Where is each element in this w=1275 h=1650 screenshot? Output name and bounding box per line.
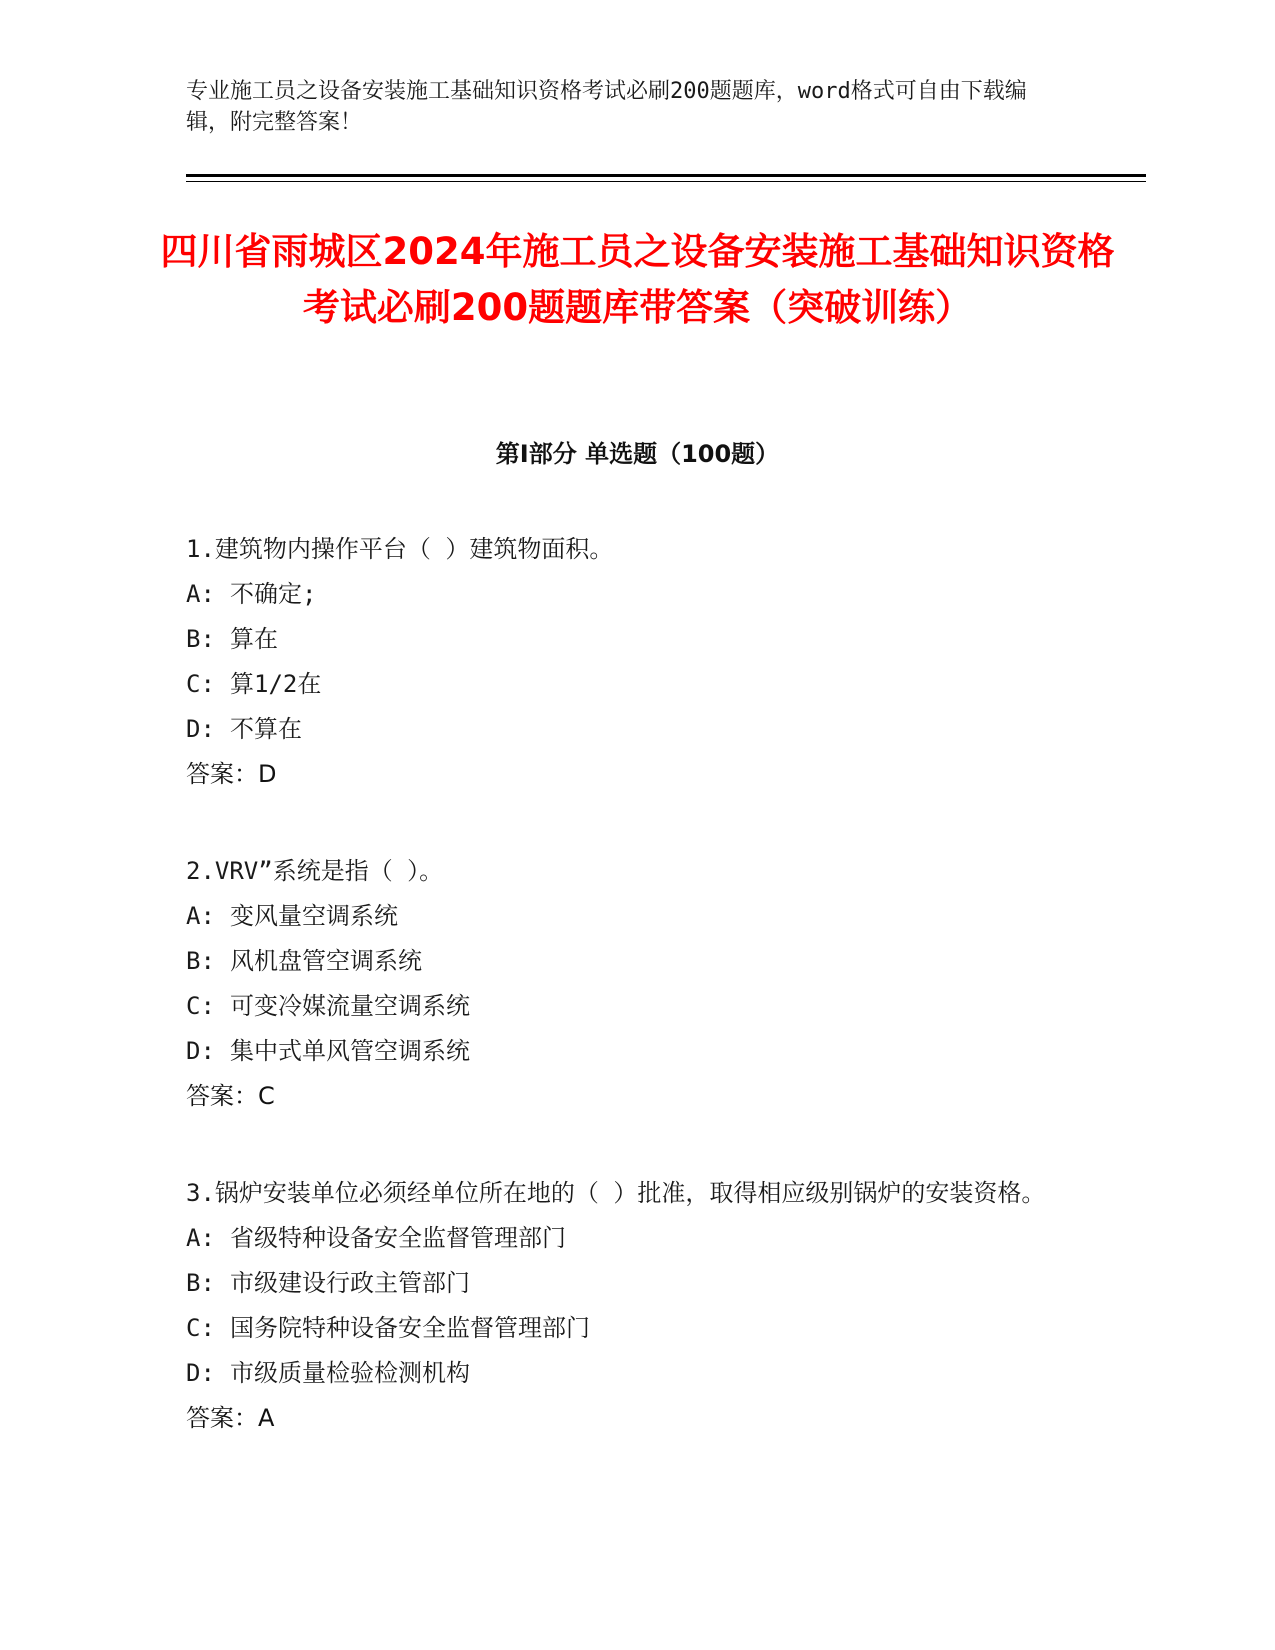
option-text: 风机盘管空调系统 bbox=[230, 947, 422, 975]
option-b bbox=[186, 1261, 1066, 1306]
option-key: D: bbox=[186, 1037, 215, 1065]
question-stem: 1.建筑物内操作平台（ ）建筑物面积。 bbox=[186, 535, 614, 563]
option-key: D: bbox=[186, 715, 215, 743]
question-2 bbox=[186, 849, 1066, 1119]
option-a bbox=[186, 1216, 1066, 1261]
option-a bbox=[186, 894, 1066, 939]
option-text: 集中式单风管空调系统 bbox=[230, 1037, 470, 1065]
question-stem: 3.锅炉安装单位必须经单位所在地的（ ）批准，取得相应级别锅炉的安装资格。 bbox=[186, 1179, 1046, 1207]
question-3 bbox=[186, 1171, 1066, 1441]
option-b bbox=[186, 939, 1066, 984]
answer-line bbox=[186, 752, 1066, 797]
option-key: C: bbox=[186, 992, 215, 1020]
option-key: A: bbox=[186, 1224, 215, 1252]
option-text: 可变冷媒流量空调系统 bbox=[230, 992, 470, 1020]
option-key: C: bbox=[186, 670, 215, 698]
option-d bbox=[186, 707, 1066, 752]
question-1 bbox=[186, 527, 1066, 797]
option-key: A: bbox=[186, 580, 215, 608]
option-c bbox=[186, 984, 1066, 1029]
option-a bbox=[186, 572, 1066, 617]
option-c bbox=[186, 662, 1066, 707]
answer-label: 答案： bbox=[186, 760, 258, 788]
header-divider-thin bbox=[186, 181, 1146, 182]
option-text: 不确定; bbox=[230, 580, 317, 608]
option-text: 国务院特种设备安全监督管理部门 bbox=[230, 1314, 590, 1342]
option-text: 市级建设行政主管部门 bbox=[230, 1269, 470, 1297]
option-text: 省级特种设备安全监督管理部门 bbox=[230, 1224, 566, 1252]
header-note: 专业施工员之设备安装施工基础知识资格考试必刷200题题库，word格式可自由下载编辑，附完整答案！ bbox=[186, 79, 1027, 135]
answer-value: A bbox=[258, 1404, 275, 1432]
option-text: 变风量空调系统 bbox=[230, 902, 398, 930]
option-text: 市级质量检验检测机构 bbox=[230, 1359, 470, 1387]
option-d bbox=[186, 1351, 1066, 1396]
option-text: 算1/2在 bbox=[230, 670, 322, 698]
answer-label: 答案： bbox=[186, 1082, 258, 1110]
option-key: B: bbox=[186, 625, 215, 653]
option-b bbox=[186, 617, 1066, 662]
option-text: 不算在 bbox=[230, 715, 302, 743]
question-list bbox=[186, 527, 1066, 1493]
answer-label: 答案： bbox=[186, 1404, 258, 1432]
option-d bbox=[186, 1029, 1066, 1074]
answer-value: D bbox=[258, 760, 277, 788]
answer-line bbox=[186, 1074, 1066, 1119]
option-text: 算在 bbox=[230, 625, 278, 653]
document-title: 四川省雨城区2024年施工员之设备安装施工基础知识资格考试必刷200题题库带答案（突破训练） bbox=[160, 230, 1115, 329]
header-divider-thick bbox=[186, 174, 1146, 177]
option-c bbox=[186, 1306, 1066, 1351]
answer-value: C bbox=[258, 1082, 275, 1110]
question-stem: 2.VRV”系统是指（ ）。 bbox=[186, 857, 444, 885]
option-key: D: bbox=[186, 1359, 215, 1387]
option-key: A: bbox=[186, 902, 215, 930]
answer-line bbox=[186, 1396, 1066, 1441]
option-key: B: bbox=[186, 1269, 215, 1297]
option-key: C: bbox=[186, 1314, 215, 1342]
section-heading: 第I部分 单选题（100题） bbox=[495, 440, 780, 468]
option-key: B: bbox=[186, 947, 215, 975]
